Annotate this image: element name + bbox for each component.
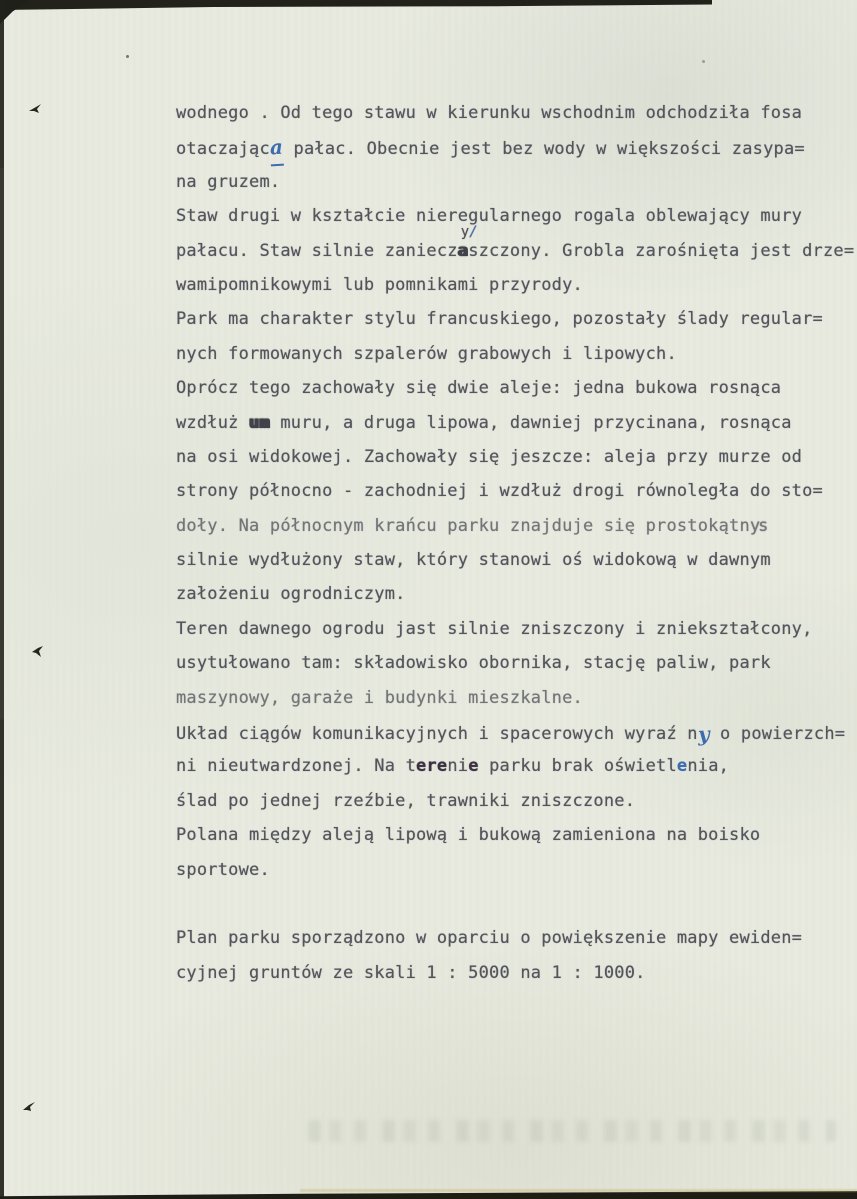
typed-text: pałac. Obecnie jest bez wody w większości zasypa=: [283, 139, 805, 160]
ink-fleck-icon: [23, 1102, 37, 1113]
ink-fleck-icon: [28, 104, 42, 115]
scan-edge-top: [0, 0, 712, 10]
typed-text: Staw drugi w kształcie nieregularnego rogala oblewający mury: [176, 206, 803, 227]
typed-text-block: [176, 96, 857, 990]
corrected-text: a: [269, 130, 284, 167]
typed-line: [176, 612, 857, 646]
typed-text: nych formowanych szpalerów grabowych i lipowych.: [176, 343, 677, 364]
scan-edge-bottom: [0, 1191, 857, 1199]
typed-line: [176, 199, 857, 233]
typed-text: sportowe.: [176, 859, 270, 880]
typed-line: [176, 853, 857, 887]
typed-text: Polana między aleją lipową i bukową zamieniona na boisko: [176, 825, 761, 846]
typed-line: [176, 715, 857, 749]
typed-line: [176, 223, 857, 268]
typed-text: o powierzch=: [709, 724, 846, 745]
typed-line: [176, 749, 857, 783]
corrected-text: a: [457, 240, 469, 261]
typed-line: [176, 509, 857, 543]
typed-line: [176, 337, 857, 371]
correction-site: [457, 223, 478, 261]
corrected-text: um: [249, 412, 270, 433]
typed-line: [176, 406, 857, 440]
typed-text: strony północno - zachodniej i wzdłuż drogi równoległa do sto=: [176, 481, 823, 502]
typed-text: ślad po jednej rzeźbie, trawniki zniszczone.: [176, 790, 636, 811]
typed-text: szczony. Grobla zarośnięta jest drze=: [468, 240, 855, 261]
typed-text: cyjnej gruntów ze skali 1 : 5000 na 1 : 1000.: [176, 962, 646, 983]
ink-fleck-icon: [31, 646, 45, 657]
typed-line: [176, 956, 857, 990]
typed-text: wamipomnikowymi lub pomnikami przyrody.: [176, 274, 583, 295]
typed-text: wzdłuż: [176, 412, 250, 433]
typed-line: [176, 784, 857, 818]
scan-edge-bottom-tint: [300, 1189, 857, 1192]
typed-line: [176, 921, 857, 955]
insertion-mark: [461, 225, 478, 239]
scan-edge-left: [0, 0, 4, 1199]
typed-text: nia,: [687, 756, 730, 777]
typed-text: Oprócz tego zachowały się dwie aleje: jedna bukowa rosnąca: [176, 378, 782, 399]
typed-text: wodnego . Od tego stawu w kierunku wschodnim odchodziła fosa: [176, 103, 803, 123]
typed-text: Plan parku sporządzono w oparciu o powiększenie mapy ewiden=: [176, 928, 803, 949]
typed-text: na gruzem.: [176, 171, 281, 192]
ink-speck: [126, 55, 129, 58]
corrected-text: e: [468, 756, 479, 777]
typed-line: [176, 165, 857, 199]
typed-text: muru, a druga lipowa, dawniej przycinana, rosnąca: [269, 412, 792, 433]
ink-speck: [702, 60, 705, 63]
corrected-text: y: [697, 721, 711, 747]
typed-text: silnie wydłużony staw, który stanowi oś widokową w dawnym: [176, 550, 771, 571]
typed-text: Teren dawnego ogrodu jast silnie zniszczony i zniekształcony,: [176, 618, 813, 639]
typed-line: [176, 818, 857, 852]
typed-text: otaczając: [176, 139, 270, 160]
typed-line: [176, 474, 857, 508]
corrected-text: y: [460, 223, 470, 240]
typed-text: doły. Na północnym krańcu parku znajduje się prostokątn: [176, 515, 750, 536]
bleed-through-ghost-text: [308, 1120, 836, 1142]
typed-text: ni nieutwardzonej. Na t: [176, 756, 417, 777]
corrected-text: ere: [416, 756, 448, 777]
typed-text: ni: [447, 756, 469, 777]
typed-text: usytułowano tam: składowisko obornika, stację paliw, park: [176, 653, 771, 674]
typed-line: [176, 268, 857, 302]
typed-text: założeniu ogrodniczym.: [176, 584, 406, 605]
typed-line: [176, 887, 857, 921]
typed-text: parku brak oświetl: [478, 756, 677, 777]
typed-line: [176, 440, 857, 474]
typed-line: [176, 96, 857, 130]
typed-line: [176, 681, 857, 715]
corrected-text: /: [469, 223, 478, 240]
typed-text: na osi widokowej. Zachowały się jeszcze: aleja przy murze od: [176, 446, 803, 467]
corrected-text: ys: [749, 515, 767, 536]
typed-line: [176, 646, 857, 680]
corrected-text: e: [676, 756, 688, 777]
typed-line: [176, 371, 857, 405]
typed-line: [176, 577, 857, 611]
typed-text: maszynowy, garaże i budynki mieszkalne.: [176, 687, 583, 708]
typed-text: Układ ciągów komunikacyjnych i spacerowych wyraź n: [176, 724, 698, 745]
typed-line: [176, 130, 857, 164]
typed-line: [176, 543, 857, 577]
typed-text: Park ma charakter stylu francuskiego, pozostały ślady regular=: [176, 309, 823, 330]
typed-line: [176, 302, 857, 336]
typed-text: pałacu. Staw silnie zaniecz: [176, 240, 458, 261]
